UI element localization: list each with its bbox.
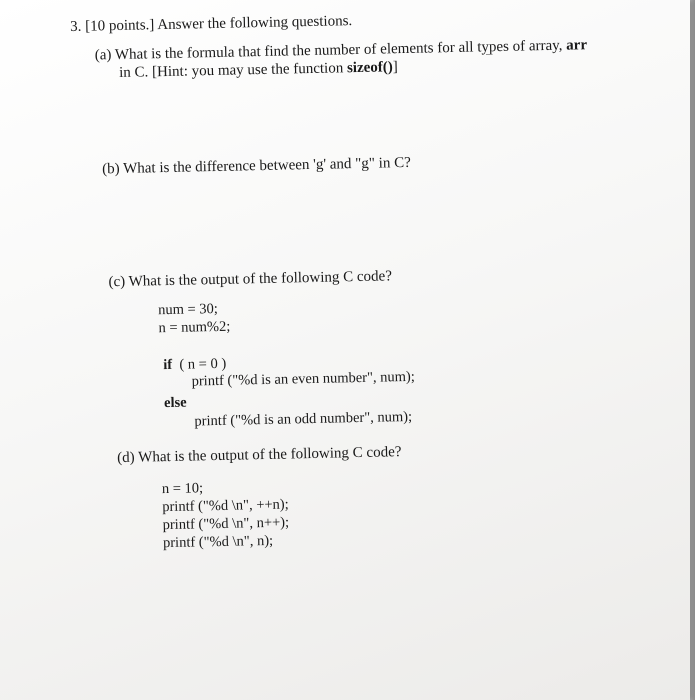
question-header <box>70 12 352 36</box>
part-d-text: What is the output of the following C code? <box>138 444 402 466</box>
part-d-code-line-1: n = 10; <box>161 480 204 498</box>
question-block <box>70 7 590 552</box>
part-d-label: (d) <box>117 449 135 467</box>
if-condition: ( n = 0 ) <box>179 355 227 373</box>
part-c-code-printf-1: printf ("%d is an even number", num); <box>191 368 416 390</box>
part-c-label: (c) <box>108 273 126 291</box>
part-a-sizeof: sizeof() <box>346 59 393 77</box>
question-number: 3. <box>70 18 82 35</box>
question-instruction: Answer the following questions. <box>157 13 353 34</box>
part-a-hint-end: ] <box>392 59 398 76</box>
part-c-code-else <box>164 394 187 412</box>
part-d <box>117 443 402 467</box>
part-c-code-printf-2: printf ("%d is an odd number", num); <box>194 408 413 430</box>
part-b-text: What is the difference between 'g' and "g" in C? <box>122 154 411 177</box>
part-c-code-line-2: n = num%2; <box>158 318 231 337</box>
part-c-text: What is the output of the following C code? <box>128 268 393 290</box>
else-keyword: else <box>163 394 187 412</box>
part-d-code-line-3: printf ("%d \n", n++); <box>162 514 290 534</box>
part-b-label: (b) <box>102 160 120 178</box>
part-a-hint: in C. [Hint: you may use the function <box>118 60 344 81</box>
part-c-code-line-1: num = 30; <box>157 300 219 319</box>
part-d-code-line-2: printf ("%d \n", ++n); <box>162 496 289 516</box>
part-a-arr: arr <box>566 37 588 54</box>
pencil-mark <box>486 51 491 55</box>
part-b <box>102 154 411 178</box>
part-a-text: What is the formula that find the number of elements for all types of array, <box>114 37 563 64</box>
part-d-code-line-4: printf ("%d \n", n); <box>162 532 274 552</box>
if-keyword: if <box>163 356 173 374</box>
part-c <box>108 267 392 291</box>
part-a-label: (a) <box>94 47 112 64</box>
question-points: [10 points.] <box>85 17 155 35</box>
